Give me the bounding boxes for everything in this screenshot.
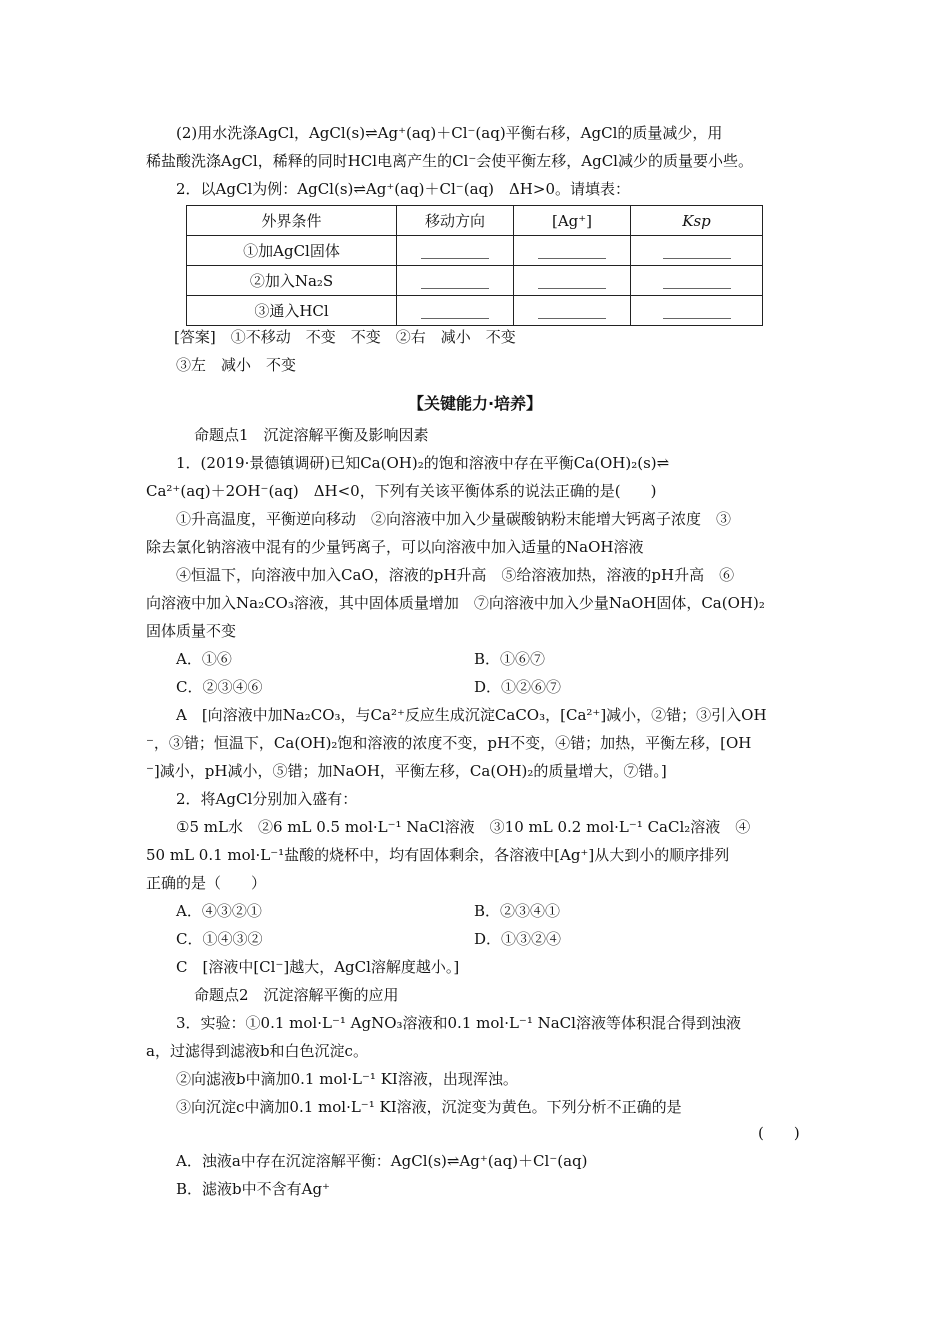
q2-line-2: ①5 mL水 ②6 mL 0.5 mol·L⁻¹ NaCl溶液 ③10 mL 0.2 mol·L⁻¹ CaCl₂溶液 ④ (176, 818, 751, 836)
q3-answer-parentheses: ( ) (758, 1124, 800, 1142)
intro-line-1: (2)用水洗涤AgCl，AgCl(s)⇌Ag⁺(aq)＋Cl⁻(aq)平衡右移，AgCl的质量减少，用 (176, 124, 723, 142)
q1-option-b: B．①⑥⑦ (474, 650, 546, 668)
fill-blank (421, 244, 489, 259)
table-header: [Ag⁺] (514, 206, 631, 236)
table-row (187, 236, 763, 266)
q1-option-a: A．①⑥ (176, 650, 232, 668)
q1-line-5: ④恒温下，向溶液中加入CaO，溶液的pH升高 ⑤给溶液加热，溶液的pH升高 ⑥ (176, 566, 735, 584)
q2-line-4: 正确的是（ ） (146, 874, 267, 892)
blank-cell (514, 266, 631, 296)
section-title: 【关键能力·培养】 (407, 394, 543, 413)
blank-cell (514, 296, 631, 326)
table-cell-condition: ②加入Na₂S (187, 266, 397, 296)
q2-option-c: C．①④③② (176, 930, 263, 948)
fill-blank (421, 274, 489, 289)
table-header: 外界条件 (187, 206, 397, 236)
q1-line-6: 向溶液中加入Na₂CO₃溶液，其中固体质量增加 ⑦向溶液中加入少量NaOH固体，Ca(OH)₂ (146, 594, 765, 612)
q1-explanation-3: ⁻]减小，pH减小，⑤错；加NaOH，平衡左移，Ca(OH)₂的质量增大，⑦错。] (146, 762, 667, 780)
topic-2-title: 命题点2 沉淀溶解平衡的应用 (194, 986, 399, 1004)
q1-explanation-1: A [向溶液中加Na₂CO₃，与Ca²⁺反应生成沉淀CaCO₃，[Ca²⁺]减小，②错；③引入OH (176, 706, 767, 724)
q3-option-b: B．滤液b中不含有Ag⁺ (176, 1180, 330, 1198)
blank-cell (631, 236, 763, 266)
q3-line-3: ②向滤液b中滴加0.1 mol·L⁻¹ KI溶液，出现浑浊。 (176, 1070, 518, 1088)
fill-blank (663, 274, 731, 289)
q1-option-d: D．①②⑥⑦ (474, 678, 562, 696)
q2-line-3: 50 mL 0.1 mol·L⁻¹盐酸的烧杯中，均有固体剩余，各溶液中[Ag⁺]从大到小的顺序排列 (146, 846, 730, 864)
q1-line-4: 除去氯化钠溶液中混有的少量钙离子，可以向溶液中加入适量的NaOH溶液 (146, 538, 644, 556)
q2-option-b: B．②③④① (474, 902, 561, 920)
fill-blank (538, 274, 606, 289)
q3-option-a: A．浊液a中存在沉淀溶解平衡：AgCl(s)⇌Ag⁺(aq)＋Cl⁻(aq) (176, 1152, 588, 1170)
q1-line-2: Ca²⁺(aq)＋2OH⁻(aq) ΔH<0，下列有关该平衡体系的说法正确的是( ) (146, 482, 657, 500)
q1-explanation-2: ⁻，③错；恒温下，Ca(OH)₂饱和溶液的浓度不变，pH不变，④错；加热，平衡左移，[OH (146, 734, 752, 752)
fill-blank (421, 304, 489, 319)
q2-option-d: D．①③②④ (474, 930, 562, 948)
blank-cell (397, 236, 514, 266)
table-header-row (187, 206, 763, 236)
q3-line-4: ③向沉淀c中滴加0.1 mol·L⁻¹ KI溶液，沉淀变为黄色。下列分析不正确的是 (176, 1098, 682, 1116)
blank-cell (514, 236, 631, 266)
question-2-fill-table: 2．以AgCl为例：AgCl(s)⇌Ag⁺(aq)＋Cl⁻(aq) ΔH>0。请填表： (176, 180, 631, 198)
q1-line-3: ①升高温度，平衡逆向移动 ②向溶液中加入少量碳酸钠粉末能增大钙离子浓度 ③ (176, 510, 732, 528)
table-cell-condition: ①加AgCl固体 (187, 236, 397, 266)
blank-cell (397, 296, 514, 326)
table-row (187, 296, 763, 326)
answer-line-2: ③左 减小 不变 (176, 356, 297, 374)
q2-line-1: 2．将AgCl分别加入盛有： (176, 790, 358, 808)
table-cell-condition: ③通入HCl (187, 296, 397, 326)
answer-line-1: [答案] ①不移动 不变 不变 ②右 减小 不变 (174, 328, 516, 346)
q3-line-2: a，过滤得到滤液b和白色沉淀c。 (146, 1042, 368, 1060)
topic-1-title: 命题点1 沉淀溶解平衡及影响因素 (194, 426, 429, 444)
blank-cell (631, 266, 763, 296)
fill-blank (538, 304, 606, 319)
q2-explanation: C [溶液中[Cl⁻]越大，AgCl溶解度越小。] (176, 958, 460, 976)
q1-line-1: 1．(2019·景德镇调研)已知Ca(OH)₂的饱和溶液中存在平衡Ca(OH)₂(s)⇌ (176, 454, 670, 472)
fill-blank (663, 304, 731, 319)
q1-option-c: C．②③④⑥ (176, 678, 263, 696)
table-header: Ksp (631, 206, 763, 236)
q3-line-1: 3．实验：①0.1 mol·L⁻¹ AgNO₃溶液和0.1 mol·L⁻¹ NaCl溶液等体积混合得到浊液 (176, 1014, 741, 1032)
blank-cell (397, 266, 514, 296)
conditions-table (186, 205, 763, 326)
q1-line-7: 固体质量不变 (146, 622, 237, 640)
q2-option-a: A．④③②① (176, 902, 262, 920)
intro-line-2: 稀盐酸洗涤AgCl，稀释的同时HCl电离产生的Cl⁻会使平衡左移，AgCl减少的质量要小些。 (146, 152, 753, 170)
blank-cell (631, 296, 763, 326)
fill-blank (663, 244, 731, 259)
table-header: 移动方向 (397, 206, 514, 236)
fill-blank (538, 244, 606, 259)
table-row (187, 266, 763, 296)
